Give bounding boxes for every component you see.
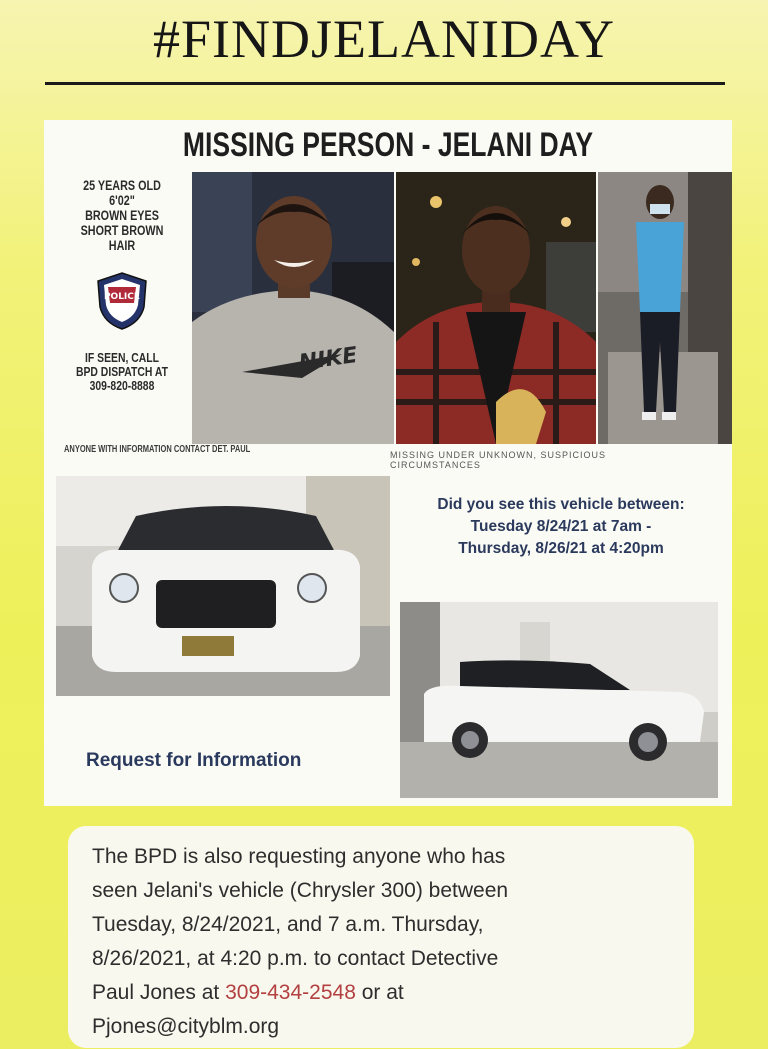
note-line-3: Tuesday, 8/24/2021, and 7 a.m. Thursday, [92,913,484,936]
detective-email[interactable]: Pjones@cityblm.org [92,1015,280,1038]
police-badge-icon [90,269,154,333]
poster-title: MISSING PERSON - JELANI DAY [182,126,594,164]
call-line-1: IF SEEN, CALL [85,350,159,365]
info-column [52,172,192,446]
photo-surveillance [598,172,732,444]
vehicle-question [396,494,726,560]
detail-hair: SHORT BROWN [80,223,164,238]
note-line-5-prefix: Paul Jones at [92,981,226,1004]
photo-plaid-shirt [396,172,596,444]
detail-height: 6'02" [109,193,135,208]
bpd-note-text [92,840,692,1044]
call-line-3: 309-820-8888 [89,378,155,393]
missing-person-poster [44,120,732,806]
person-details [66,178,178,253]
bpd-note-card [68,826,694,1048]
call-line-2: BPD DISPATCH AT [75,364,169,379]
vehicle-question-line-2: Tuesday 8/24/21 at 7am - [470,518,652,535]
photo-car-side [400,602,718,798]
hashtag-title: #FINDJELANIDAY [152,9,615,69]
detective-phone-link[interactable]: 309-434-2548 [225,981,356,1004]
call-instructions [66,351,178,393]
request-for-information: Request for Information [86,750,302,771]
circumstances-line: MISSING UNDER UNKNOWN, SUSPICIOUS CIRCUMSTANCES [390,450,607,470]
badge-label: POLICE [103,292,141,302]
detail-hair-2: HAIR [108,238,136,253]
vehicle-question-line-3: Thursday, 8/26/21 at 4:20pm [458,540,664,557]
note-line-4: 8/26/2021, at 4:20 p.m. to contact Detective [92,947,499,970]
note-line-2: seen Jelani's vehicle (Chrysler 300) between [92,879,509,902]
detail-age: 25 YEARS OLD [83,178,161,193]
shirt-logo: NIKE [297,343,359,376]
note-line-5 [92,976,692,1010]
vehicle-question-line-1: Did you see this vehicle between: [437,496,685,513]
note-line-1: The BPD is also requesting anyone who has [92,845,506,868]
note-line-5-suffix: or at [355,981,404,1004]
photo-grey-shirt [192,172,394,444]
contact-detective-line: ANYONE WITH INFORMATION CONTACT DET. PAUL [64,444,251,455]
title-underline [45,82,725,85]
detail-eyes: BROWN EYES [85,208,159,223]
photo-car-front [56,476,390,696]
